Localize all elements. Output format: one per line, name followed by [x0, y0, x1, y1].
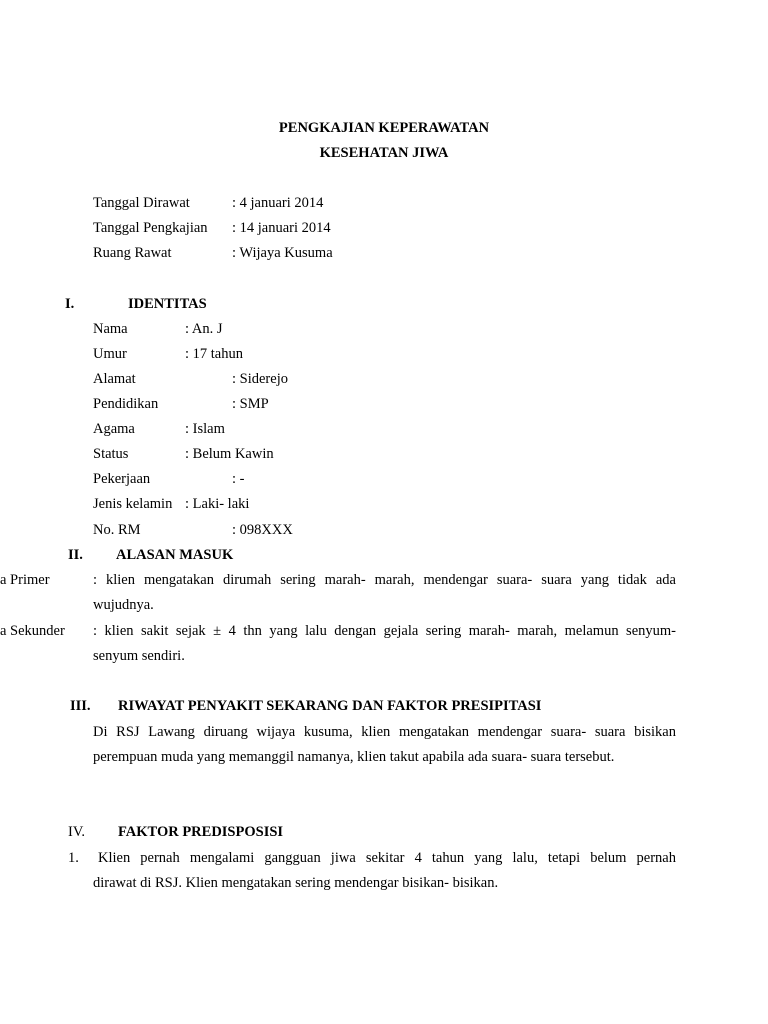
sekunder-label: a Sekunder	[0, 623, 65, 639]
list-item-line2: dirawat di RSJ. Klien mengatakan sering mendengar bisikan- bisikan.	[93, 875, 499, 891]
field-label: Alamat	[93, 371, 136, 387]
paragraph-line2: perempuan muda yang memanggil namanya, klien takut apabila ada suara- suara tersebut.	[93, 749, 615, 765]
paragraph-line1: Di RSJ Lawang diruang wijaya kusuma, klien mengatakan mendengar suara- suara bisikan	[93, 724, 676, 740]
field-label: Agama	[93, 421, 135, 437]
field-value: : SMP	[232, 396, 269, 412]
section-numeral: IV.	[68, 824, 86, 840]
section-heading: FAKTOR PREDISPOSISI	[118, 824, 284, 840]
document-subtitle: KESEHATAN JIWA	[319, 145, 449, 161]
section-numeral: I.	[65, 296, 75, 312]
field-label: Jenis kelamin	[93, 496, 173, 512]
field-value: : -	[232, 471, 245, 487]
field-value: : Siderejo	[232, 371, 288, 387]
field-value: : Laki- laki	[185, 496, 250, 512]
section-numeral: III.	[70, 698, 91, 714]
list-item-line1: Klien pernah mengalami gangguan jiwa sekitar 4 tahun yang lalu, tetapi belum pernah	[98, 850, 676, 866]
field-value: : 4 januari 2014	[232, 195, 324, 211]
document-title: PENGKAJIAN KEPERAWATAN	[278, 120, 490, 136]
field-label: Status	[93, 446, 129, 462]
field-value: : Islam	[185, 421, 225, 437]
primer-text-line2: wujudnya.	[93, 597, 154, 613]
field-label: Nama	[93, 321, 128, 337]
field-value: : 098XXX	[232, 522, 293, 538]
field-label: Pekerjaan	[93, 471, 151, 487]
list-item-number: 1.	[68, 850, 79, 866]
field-label: Pendidikan	[93, 396, 159, 412]
primer-label: a Primer	[0, 572, 50, 588]
sekunder-text-line2: senyum sendiri.	[93, 648, 185, 664]
field-label: Tanggal Pengkajian	[93, 220, 208, 236]
field-label: No. RM	[93, 522, 141, 538]
sekunder-text-line1: : klien sakit sejak ± 4 thn yang lalu dengan gejala sering marah- marah, melamun senyum-	[93, 623, 676, 639]
field-label: Tanggal Dirawat	[93, 195, 190, 211]
section-heading: IDENTITAS	[128, 296, 207, 312]
primer-text-line1: : klien mengatakan dirumah sering marah- marah, mendengar suara- suara yang tidak ada	[93, 572, 676, 588]
section-heading: ALASAN MASUK	[116, 547, 234, 563]
field-value: : Wijaya Kusuma	[232, 245, 333, 261]
field-value: : 14 januari 2014	[232, 220, 331, 236]
field-value: : 17 tahun	[185, 346, 243, 362]
section-numeral: II.	[68, 547, 83, 563]
field-label: Umur	[93, 346, 127, 362]
field-value: : An. J	[185, 321, 223, 337]
field-label: Ruang Rawat	[93, 245, 172, 261]
section-heading: RIWAYAT PENYAKIT SEKARANG DAN FAKTOR PRESIPITASI	[118, 698, 542, 714]
field-value: : Belum Kawin	[185, 446, 274, 462]
